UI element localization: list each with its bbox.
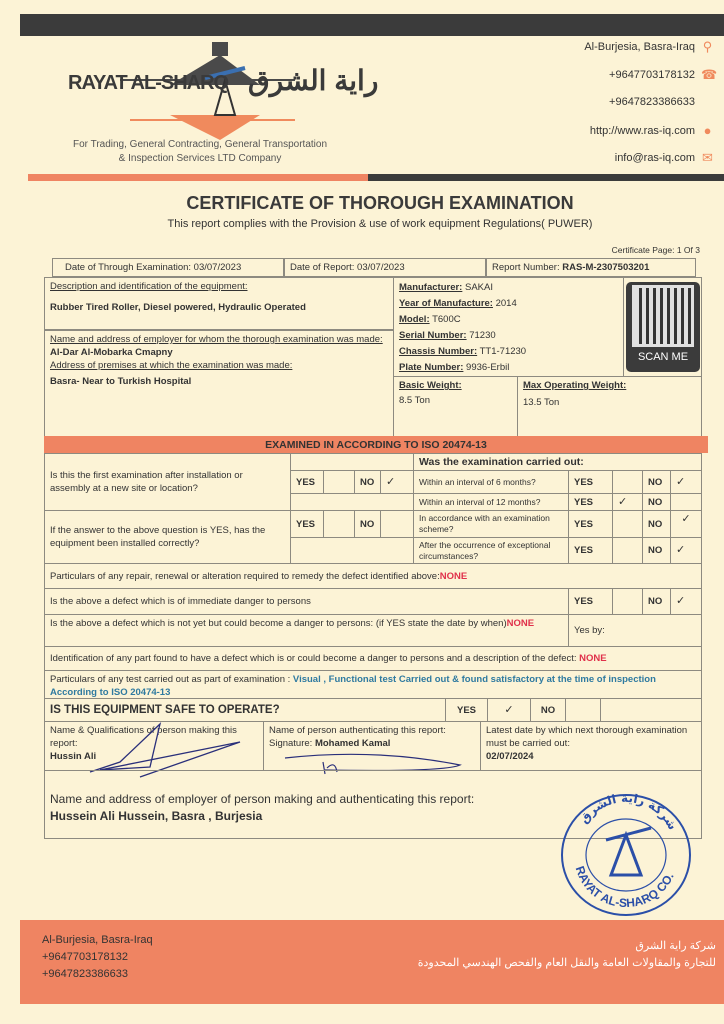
equipment-description-cell [44, 277, 394, 330]
employer-label: Name and address of employer for whom the thorough examination was made: [50, 334, 383, 345]
employer-report-value: Hussein Ali Hussein, Basra , Burjesia [50, 809, 263, 823]
top-dark-bar [20, 14, 724, 36]
year-label: Year of Manufacture: [399, 298, 493, 309]
tagline-line-1: For Trading, General Contracting, General Transportation [72, 139, 328, 150]
interval-6-no[interactable]: NO [642, 470, 671, 494]
carried-out-header: Was the examination carried out: [413, 453, 702, 471]
iso-banner [44, 436, 708, 453]
max-weight-label: Max Operating Weight: [523, 380, 627, 391]
chassis-label: Chassis Number: [399, 346, 478, 357]
interval-12-no[interactable]: NO [642, 493, 671, 511]
immediate-danger-yes[interactable]: YES [568, 588, 613, 615]
svg-text:شركة راية الشرق [577, 791, 680, 832]
exceptional-no[interactable]: NO [642, 537, 671, 564]
future-danger-text: Is the above a defect which is not yet but could become a danger to persons: (if YES state the date by when) [50, 618, 507, 629]
safe-blank [600, 698, 702, 722]
email-link[interactable]: info@ras-iq.com [614, 151, 695, 164]
page-title: CERTIFICATE OF THOROUGH EXAMINATION [186, 193, 574, 213]
report-date: Date of Report: 03/07/2023 [284, 258, 486, 277]
header-divider-orange [28, 174, 368, 181]
company-name-ar: راية الشرق [248, 65, 379, 96]
immediate-danger-no[interactable]: NO [642, 588, 671, 615]
employer-report-label: Name and address of employer of person making and authenticating this report: [50, 792, 475, 806]
maker-label: Name & Qualifications of person making this report: [50, 725, 237, 749]
interval-12-yes-check[interactable]: ✓ [612, 493, 643, 511]
safe-yes-check[interactable]: ✓ [487, 698, 531, 722]
future-danger-question [44, 614, 569, 647]
footer-address: Al-Burjesia, Basra-Iraq [42, 934, 153, 946]
footer-arabic-tagline: للتجارة والمقاولات العامة والنقل العام والفحص الهندسي المحدودة [417, 957, 716, 969]
model-value: T600C [432, 314, 461, 325]
address-text: Al-Burjesia, Basra-Iraq [584, 40, 695, 53]
scheme-yes[interactable]: YES [568, 510, 613, 538]
premises-label: Address of premises at which the examination was made: [50, 360, 293, 371]
stamp-text-ar: شركة راية الشرق [576, 790, 680, 833]
identification-value: NONE [579, 653, 607, 664]
future-danger-value: NONE [506, 618, 535, 629]
year-value: 2014 [495, 298, 517, 309]
q2-no-box[interactable] [380, 510, 414, 538]
desc-label: Description and identification of the equipment: [50, 281, 248, 292]
auth-name: Mohamed Kamal [314, 738, 391, 749]
next-exam-date: 02/07/2024 [486, 751, 534, 762]
q1-yes[interactable]: YES [290, 470, 324, 494]
exam-date: Date of Through Examination: 03/07/2023 [52, 258, 284, 277]
page-subtitle: This report complies with the Provision & use of work equipment Regulations( PUWER) [167, 218, 593, 230]
q1-yes-box[interactable] [323, 470, 355, 494]
envelope-icon: ✉ [702, 150, 713, 165]
company-stamp [556, 790, 696, 920]
desc-value: Rubber Tired Roller, Diesel powered, Hydraulic Operated [50, 302, 306, 313]
immediate-danger-question: Is the above a defect which is of immediate danger to persons [44, 588, 569, 615]
plate-label: Plate Number: [399, 362, 464, 373]
q1-blank [290, 493, 414, 511]
footer-arabic [418, 938, 716, 972]
globe-icon: ● [703, 123, 712, 138]
interval-6-months: Within an interval of 6 months? [413, 470, 569, 494]
serial-value: 71230 [469, 330, 496, 341]
website-link[interactable]: http://www.ras-iq.com [589, 124, 695, 137]
scheme-no-check[interactable]: ✓ [670, 510, 702, 538]
q2-no[interactable]: NO [354, 510, 381, 538]
equipment-specs [393, 277, 624, 377]
phone-text: +9647703178132 [609, 68, 695, 81]
q1-no[interactable]: NO [354, 470, 381, 494]
repair-row [44, 563, 702, 589]
contact-phone-1 [609, 67, 718, 82]
immediate-danger-yes-box[interactable] [612, 588, 643, 615]
scheme-yes-box[interactable] [612, 510, 643, 538]
safe-question: IS THIS EQUIPMENT SAFE TO OPERATE? [44, 698, 446, 722]
identification-row [44, 646, 702, 671]
contact-phone-2 [609, 96, 695, 108]
tagline-line-2: & Inspection Services LTD Company [118, 153, 282, 164]
report-number-value: RAS-M-2307503201 [562, 262, 650, 273]
identification-label: Identification of any part found to have a defect which is or could become a danger to persons and a description of the defect: [50, 653, 580, 664]
interval-12-no-box[interactable] [670, 493, 702, 511]
contact-website[interactable] [590, 124, 714, 137]
company-tagline [40, 138, 360, 166]
report-number-label: Report Number: [492, 262, 560, 273]
header-divider-dark [368, 174, 724, 181]
next-exam-cell [480, 721, 702, 771]
safe-no-box[interactable] [565, 698, 601, 722]
report-number [486, 258, 696, 277]
tests-value: Visual , Functional test Carried out & found satisfactory at the time of inspection According to ISO 20474-13 [50, 674, 656, 698]
footer-phone-1: +9647703178132 [42, 951, 128, 963]
interval-6-yes[interactable]: YES [568, 470, 613, 494]
interval-12-months: Within an interval of 12 months? [413, 493, 569, 511]
q1-no-check[interactable]: ✓ [380, 470, 414, 494]
contact-address [584, 40, 714, 53]
manufacturer-label: Manufacturer: [399, 282, 463, 293]
serial-label: Serial Number: [399, 330, 467, 341]
iso-banner-text: EXAMINED IN ACCORDING TO ISO 20474-13 [265, 438, 487, 451]
plate-value: 9936-Erbil [466, 362, 510, 373]
q2-yes[interactable]: YES [290, 510, 324, 538]
safe-no[interactable]: NO [530, 698, 566, 722]
q2-blank [290, 537, 414, 564]
max-weight-cell [517, 376, 702, 437]
footer-contact [42, 932, 153, 983]
manufacturer-value: SAKAI [464, 282, 493, 293]
examination-scheme: In accordance with an examination scheme? [413, 510, 569, 538]
signature-prefix: Signature: [269, 738, 315, 749]
next-exam-label: Latest date by which next thorough examination must be carried out: [486, 725, 688, 749]
footer-band [20, 920, 724, 1004]
tests-label: Particulars of any test carried out as part of examination : [50, 674, 293, 685]
maker-name: Hussin Ali [50, 751, 97, 762]
premises-value: Basra- Near to Turkish Hospital [50, 376, 192, 387]
basic-weight-cell [393, 376, 518, 437]
company-name-en: RAYAT AL-SHARQ [68, 72, 229, 94]
footer-phone-2: +9647823386633 [42, 968, 128, 980]
basic-weight-label: Basic Weight: [399, 380, 462, 391]
q1-first-examination: Is this the first examination after installation or assembly at a new site or location? [44, 453, 291, 511]
max-weight-value: 13.5 Ton [523, 397, 560, 408]
q2-yes-box[interactable] [323, 510, 355, 538]
interval-6-no-check[interactable]: ✓ [670, 470, 702, 494]
immediate-danger-no-check[interactable]: ✓ [670, 588, 702, 615]
repair-value: NONE [439, 570, 468, 582]
scheme-no[interactable]: NO [642, 510, 671, 538]
exceptional-no-check[interactable]: ✓ [670, 537, 702, 564]
footer-arabic-name: شركة راية الشرق [635, 940, 716, 952]
exceptional-circumstances: After the occurrence of exceptional circumstances? [413, 537, 569, 564]
auth-label: Name of person authenticating this report: [269, 725, 446, 736]
employer-value: Al-Dar Al-Mobarka Cmapny [50, 347, 173, 358]
exceptional-yes[interactable]: YES [568, 537, 613, 564]
scan-me-label: SCAN ME [637, 351, 689, 363]
qr-code[interactable] [626, 282, 700, 372]
repair-label: Particulars of any repair, renewal or alteration required to remedy the defect identified above: [50, 570, 440, 582]
yes-by-cell[interactable]: Yes by: [568, 614, 702, 647]
qr-code-icon [635, 288, 691, 344]
q2-installed-correctly: If the answer to the above question is YES, has the equipment been installed correctly? [44, 510, 291, 564]
model-label: Model: [399, 314, 430, 325]
tests-row [44, 670, 702, 699]
certificate-page: Certificate Page: 1 Of 3 [611, 245, 700, 255]
location-pin-icon: ⚲ [702, 39, 713, 54]
phone-text: +9647823386633 [609, 96, 695, 108]
interval-12-yes[interactable]: YES [568, 493, 613, 511]
stamp-text-en: RAYAT AL-SHARQ CO. [572, 864, 677, 911]
basic-weight-value: 8.5 Ton [399, 395, 430, 406]
phone-icon: ☎ [701, 67, 718, 82]
exceptional-yes-box[interactable] [612, 537, 643, 564]
interval-6-yes-box[interactable] [612, 470, 643, 494]
safe-yes[interactable]: YES [445, 698, 488, 722]
answer-header-blank [290, 453, 414, 471]
contact-email[interactable] [615, 151, 714, 164]
employer-cell [44, 330, 394, 437]
chassis-value: TT1-71230 [479, 346, 527, 357]
